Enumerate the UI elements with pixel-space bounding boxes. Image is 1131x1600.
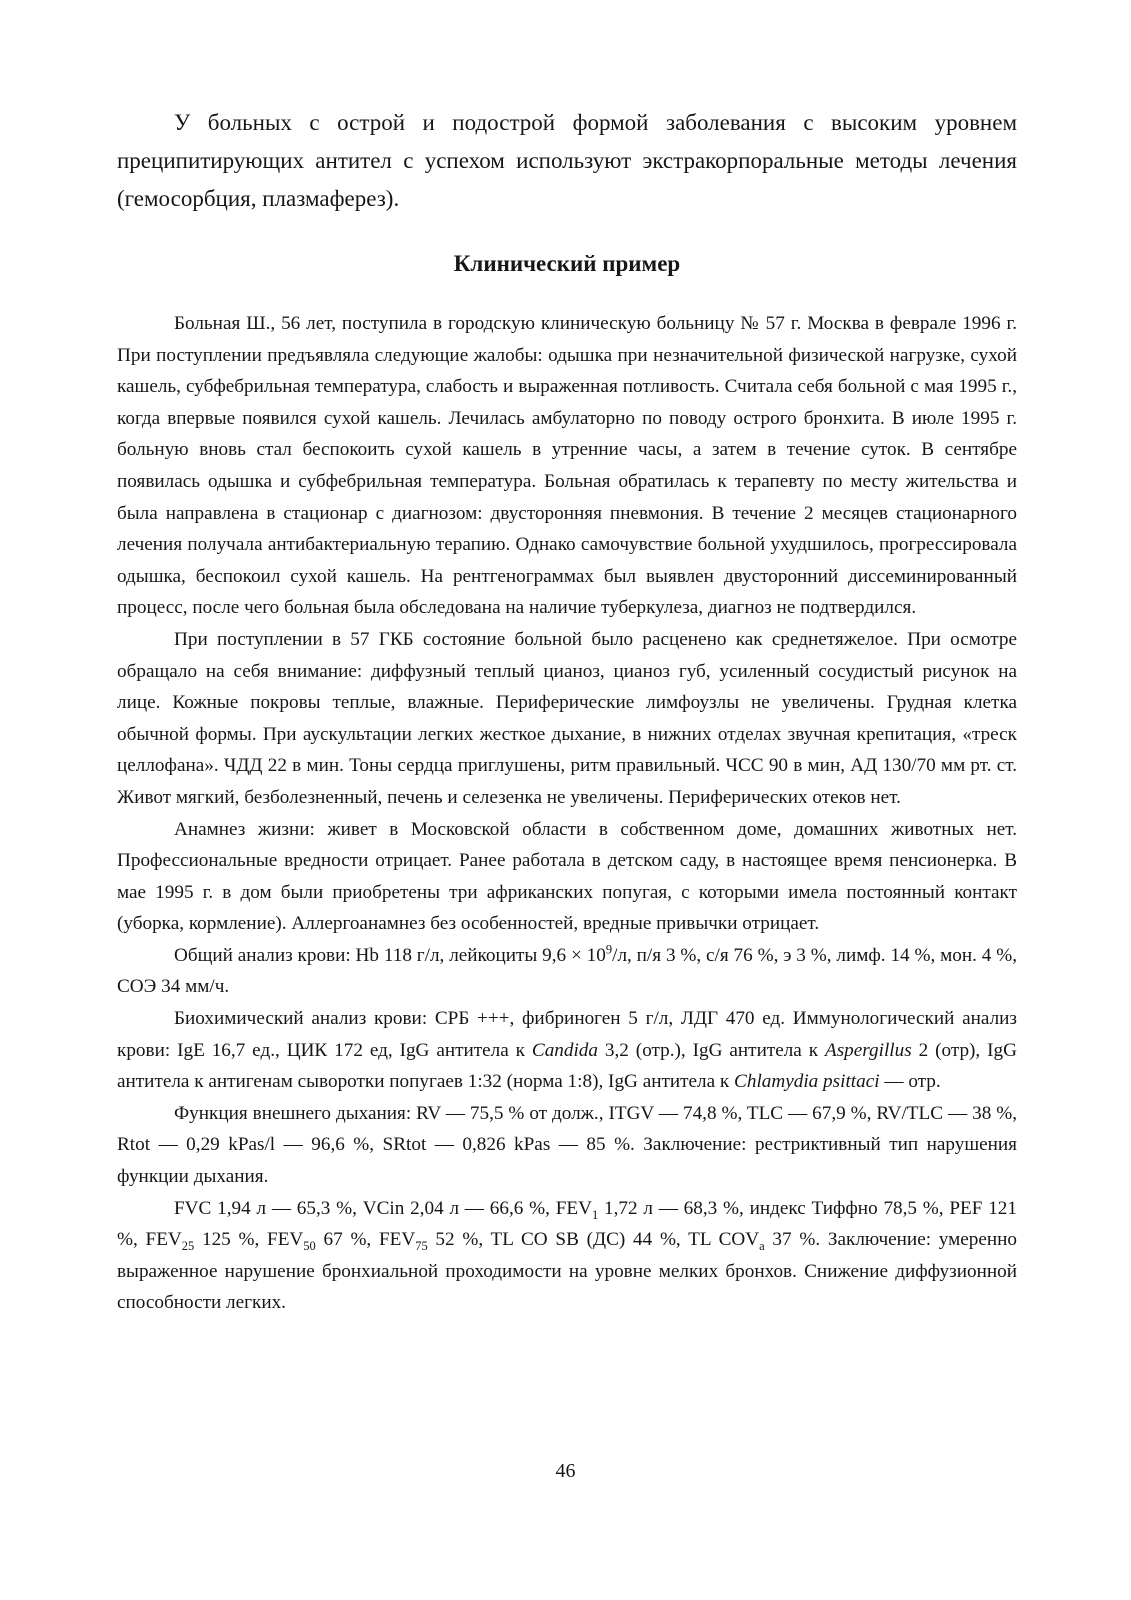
subscript: 1: [591, 1207, 599, 1222]
subscript: 50: [303, 1239, 316, 1254]
text-run: 37 %. Заключение: умеренно выраженное нарушение бронхиальной проходимости на уровне мелких бронхов. Снижение диффузионной способности легких.: [117, 1229, 1018, 1314]
superscript: 9: [605, 942, 613, 957]
paragraph-history: Больная Ш., 56 лет, поступила в городскую клиническую больницу № 57 г. Москва в феврале 1996 г. При поступлении предъявляла следующие жалобы: одышка при незначительной физической нагрузке, сухой кашель, субфебрильная температура, слабость и выраженная потливость. Считала себя больной с мая 1995 г., когда впервые появился сухой кашель. Лечилась амбулаторно по поводу острого бронхита. В июле 1995 г. больную вновь стал беспокоить сухой кашель в утренние часы, а затем в течение суток. В сентябре появилась одышка и субфебрильная температура. Больная обратилась к терапевту по месту жительства и была направлена в стационар с диагнозом: двусторонняя пневмония. В течение 2 месяцев стационарного лечения получала антибактериальную терапию. Однако самочувствие больной ухудшилось, прогрессировала одышка, беспокоил сухой кашель. На рентгенограммах был выявлен двусторонний диссеминированный процесс, после чего больная была обследована на наличие туберкулеза, диагноз не подтвердился.: [117, 313, 1017, 619]
paragraph-examination: При поступлении в 57 ГКБ состояние больной было расценено как среднетяжелое. При осмотре обращало на себя внимание: диффузный теплый цианоз, цианоз губ, усиленный сосудистый рисунок на лице. Кожные покровы теплые, влажные. Периферические лимфоузлы не увеличены. Грудная клетка обычной формы. При аускультации легких жесткое дыхание, в нижних отделах звучная крепитация, «треск целлофана». ЧДД 22 в мин. Тоны сердца приглушены, ритм правильный. ЧСС 90 в мин, АД 130/70 мм рт. ст. Живот мягкий, безболезненный, печень и селезенка не увеличены. Периферических отеков нет.: [117, 628, 1017, 808]
subscript: 25: [181, 1239, 195, 1254]
text-run: 3,2 (отр.), IgG антитела к: [598, 1039, 825, 1061]
subscript: a: [759, 1239, 765, 1254]
paragraph-blood-count: [117, 940, 1017, 1003]
text-run: — отр.: [879, 1071, 941, 1093]
text-run: Общий анализ крови: Hb 118 г/л, лейкоциты 9,6 × 10: [174, 944, 606, 966]
section-heading: Клинический пример: [453, 251, 681, 276]
paragraph-biochemistry: [117, 1003, 1017, 1098]
text-run: /л, п/я 3 %, с/я 76 %, э 3 %, лимф. 14 %, мон. 4 %, СОЭ 34 мм/ч.: [117, 944, 1018, 998]
text-run: 2 (отр), IgG антитела к антигенам сыворотки попугаев 1:32 (норма 1:8), IgG антитела к: [117, 1039, 1017, 1093]
italic-term: Aspergillus: [824, 1039, 912, 1061]
text-run: 125 %, FEV: [194, 1229, 304, 1251]
text-run: 52 %, TL CO SB (ДС) 44 %, TL COV: [427, 1229, 760, 1251]
intro-paragraph: У больных с острой и подострой формой заболевания с высоким уровнем преципитирующих антител с успехом используют экстракорпоральные методы лечения (гемосорбция, плазмаферез).: [117, 110, 1017, 211]
text-run: FVC 1,94 л — 65,3 %, VCin 2,04 л — 66,6 %, FEV: [174, 1197, 592, 1219]
page-number: 46: [555, 1460, 576, 1482]
subscript: 75: [415, 1239, 428, 1254]
italic-term: Candida: [531, 1039, 598, 1061]
text-run: 67 %, FEV: [315, 1229, 416, 1251]
paragraph-respiratory-function: Функция внешнего дыхания: RV — 75,5 % от долж., ITGV — 74,8 %, TLC — 67,9 %, RV/TLC — 38 %, Rtot — 0,29 kPas/l — 96,6 %, SRtot — 0,826 kPas — 85 %. Заключение: рестриктивный тип нарушения функции дыхания.: [117, 1102, 1017, 1188]
paragraph-life-anamnesis: Анамнез жизни: живет в Московской области в собственном доме, домашних животных нет. Профессиональные вредности отрицает. Ранее работала в детском саду, в настоящее время пенсионерка. В мае 1995 г. в дом были приобретены три африканских попугая, с которыми имела постоянный контакт (уборка, кормление). Аллергоанамнез без особенностей, вредные привычки отрицает.: [117, 818, 1017, 935]
text-run: 1,72 л — 68,3 %, индекс Тиффно 78,5 %, PEF 121 %, FEV: [117, 1197, 1017, 1251]
case-body: [117, 308, 1017, 1319]
text-run: Биохимический анализ крови: СРБ +++, фибриноген 5 г/л, ЛДГ 470 ед. Иммунологический анализ крови: IgE 16,7 ед., ЦИК 172 ед, IgG антитела к: [117, 1008, 1017, 1061]
paragraph-spirometry: [117, 1193, 1017, 1319]
italic-term: Chlamydia psittaci: [734, 1071, 880, 1093]
